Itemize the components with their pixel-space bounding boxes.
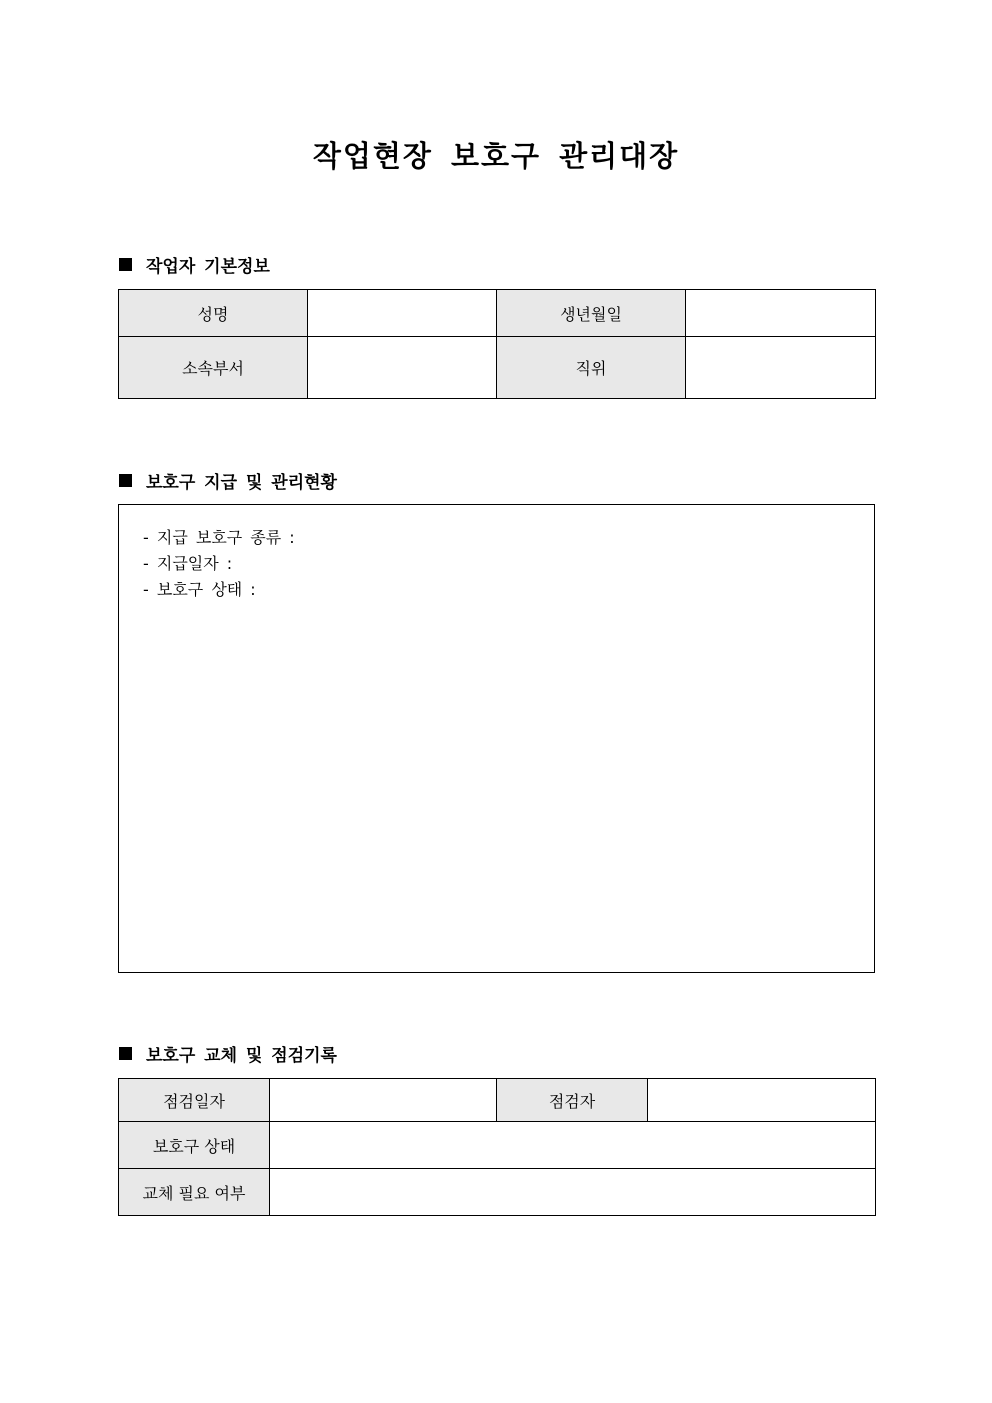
position-field[interactable]	[686, 337, 876, 399]
page-title: 작업현장 보호구 관리대장	[312, 139, 680, 173]
table-row	[119, 1169, 876, 1216]
section-heading-inspection	[119, 1041, 337, 1066]
condition-label: 보호구 상태	[119, 1122, 270, 1169]
replacement-needed-field[interactable]	[270, 1169, 876, 1216]
square-bullet-icon	[119, 258, 132, 271]
table-row	[119, 337, 876, 399]
section-heading-label: 보호구 교체 및 점검기록	[146, 1046, 337, 1066]
name-label: 성명	[119, 290, 308, 337]
issuance-items-list	[119, 505, 874, 603]
inspector-field[interactable]	[648, 1079, 876, 1122]
table-row	[119, 290, 876, 337]
condition-field[interactable]	[270, 1122, 876, 1169]
birthdate-label: 생년월일	[497, 290, 686, 337]
birthdate-field[interactable]	[686, 290, 876, 337]
inspection-table	[118, 1078, 876, 1216]
list-item: - 지급 보호구 종류 :	[143, 528, 295, 547]
square-bullet-icon	[119, 474, 132, 487]
issuance-status-box[interactable]	[118, 504, 875, 973]
replacement-needed-label: 교체 필요 여부	[119, 1169, 270, 1216]
square-bullet-icon	[119, 1047, 132, 1060]
department-label: 소속부서	[119, 337, 308, 399]
inspector-label: 점검자	[497, 1079, 648, 1122]
worker-info-table	[118, 289, 876, 399]
list-item: - 보호구 상태 :	[143, 580, 256, 599]
position-label: 직위	[497, 337, 686, 399]
section-heading-label: 작업자 기본정보	[146, 257, 270, 277]
list-item: - 지급일자 :	[143, 554, 233, 573]
table-row	[119, 1079, 876, 1122]
inspection-date-label: 점검일자	[119, 1079, 270, 1122]
section-heading-label: 보호구 지급 및 관리현황	[146, 473, 337, 493]
department-field[interactable]	[308, 337, 497, 399]
name-field[interactable]	[308, 290, 497, 337]
section-heading-worker-info	[119, 252, 270, 277]
table-row	[119, 1122, 876, 1169]
section-heading-issuance	[119, 468, 337, 493]
inspection-date-field[interactable]	[270, 1079, 497, 1122]
